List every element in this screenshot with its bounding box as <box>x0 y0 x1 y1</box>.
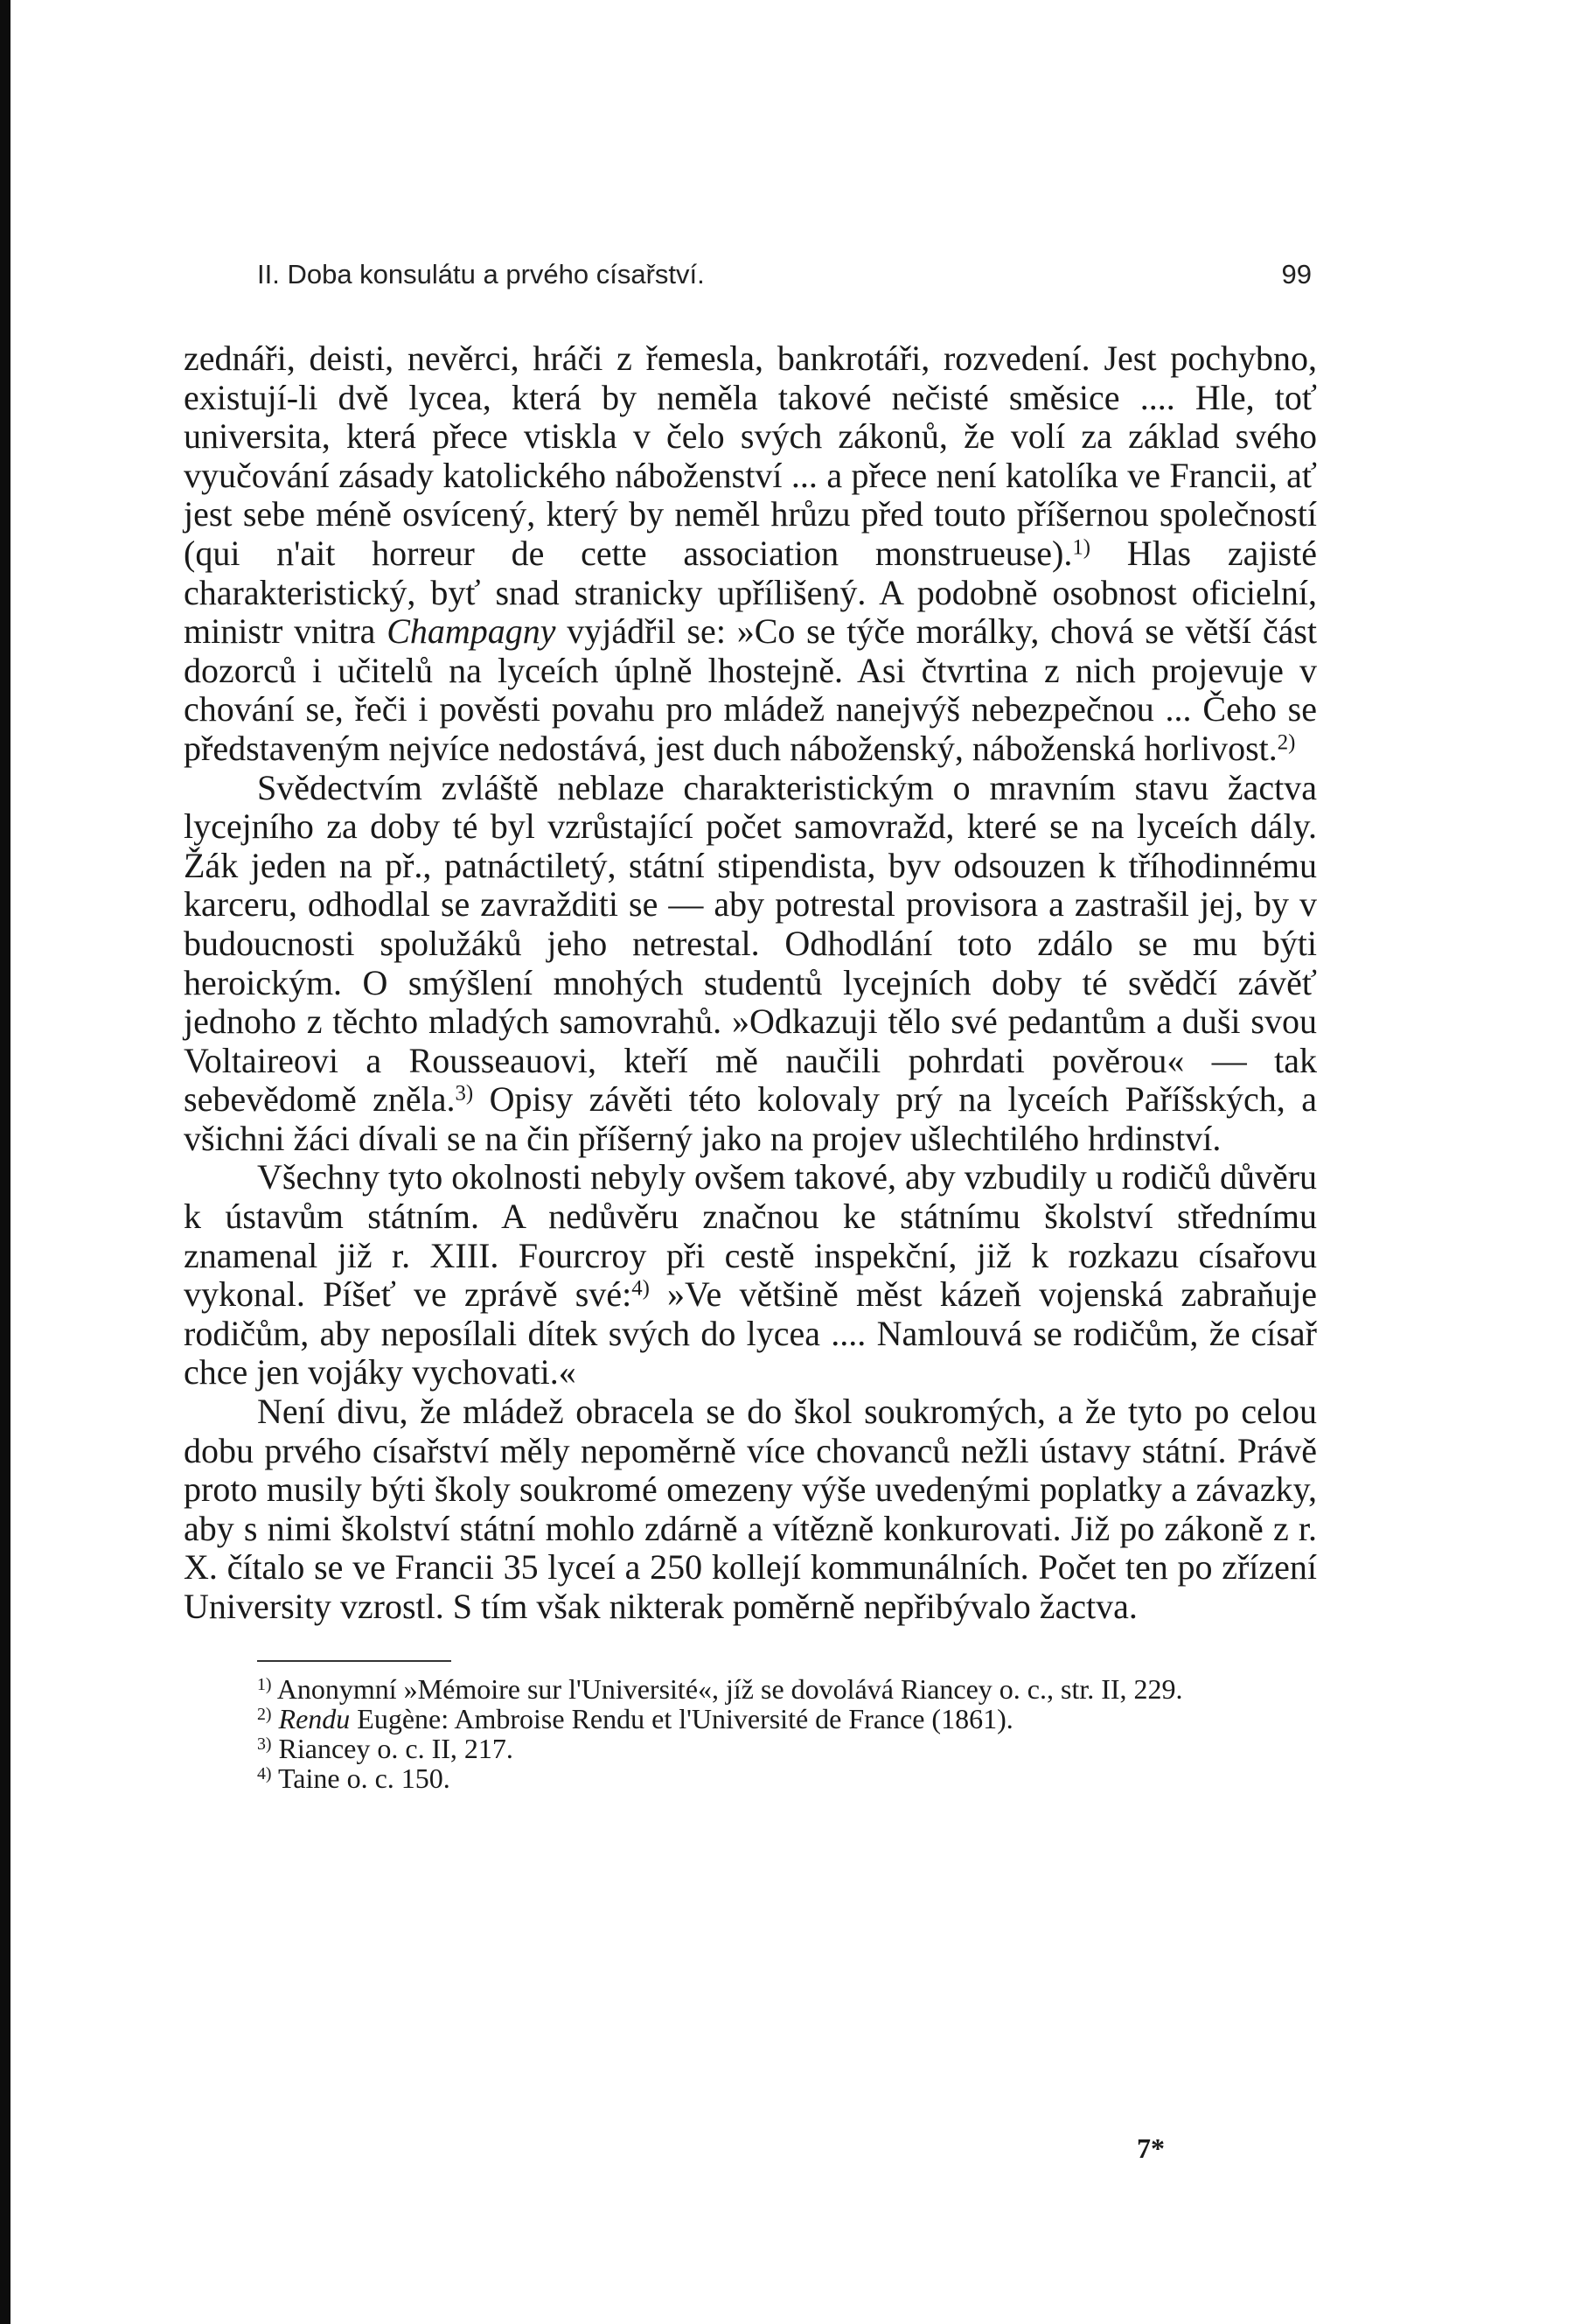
page-number: 99 <box>1281 259 1312 290</box>
paragraph-1 <box>184 339 1317 769</box>
page-edge-shadow <box>0 0 10 2324</box>
text-run: Eugène: Ambroise Rendu et l'Université de France (1861). <box>350 1702 1013 1734</box>
text-run: Není divu, že mládež obracela se do škol soukromých, a že tyto po celou dobu prvého císařství měly nepoměrně více chovanců nežli ústavy státní. Právě proto musily býti školy soukromé omezeny výše uvedenými poplatky a závazky, aby s nimi školství státní mohlo zdárně a vítězně konkurovati. Již po zákoně z r. X. čítalo se ve Francii 35 lyceí a 250 kollejí kommunálních. Počet ten po zřízení University vzrostl. S tím však nikterak poměrně nepřibývalo žactva. <box>184 1392 1317 1626</box>
footnotes <box>184 1674 1317 1793</box>
text-run: Hlas zajisté charakteristický, byť snad stranicky upřílišený. A podobně osobnost oficielní, ministr vnitra <box>184 533 1317 652</box>
footnote-4 <box>184 1763 1317 1793</box>
footnote-ref: 2) <box>257 1704 272 1724</box>
footnote-ref: 4) <box>631 1276 650 1301</box>
footnote-ref: 4) <box>257 1763 272 1783</box>
paragraph-3 <box>184 1158 1317 1392</box>
text-run: vyjádřil se: »Co se týče morálky, chová se větší část dozorců i učitelů na lyceích úplně lhostejně. Asi čtvrtina z nich projevuje v chování se, řeči i pověsti povahu pro mládež nanejvýš nebezpečnou ... Čeho se představeným nejvíce nedostává, jest duch náboženský, náboženská horlivost. <box>184 611 1318 768</box>
footnote-divider <box>257 1660 451 1662</box>
footnote-1 <box>184 1674 1317 1704</box>
footnote-ref: 2) <box>1277 730 1296 755</box>
signature-mark: 7* <box>1137 2132 1165 2164</box>
text-run <box>272 1703 279 1734</box>
footnote-3 <box>184 1734 1317 1763</box>
footnote-ref: 1) <box>257 1674 272 1694</box>
text-run: »Ve většině měst kázeň vojenská zabraňuje rodičům, aby neposílali dítek svých do lycea .... Namlouvá se rodičům, že císař chce jen vojáky vychovati.« <box>184 1274 1318 1392</box>
footnote-ref: 3) <box>257 1734 272 1754</box>
text-run: Svědectvím zvláště neblaze charakteristickým o mravním stavu žactva lycejního za doby té byl vzrůstající počet samovražd, které se na lyceích dály. Žák jeden na př., patnáctiletý, státní stipendista, byv odsouzen k tříhodinnému karceru, odhodlal se zavražditi se — aby potrestal provisora a zastrašil jej, by v budoucnosti spolužáků jeho netrestal. Odhodlání toto zdálo se mu býti heroickým. O smýšlení mnohých studentů lycejních doby té svědčí závěť jednoho z těchto mladých samovrahů. »Odkazuji tělo své pedantům a duši svou Voltaireovi a Rousseauovi, kteří mě naučili pohrdati pověrou« — tak sebevědomě zněla. <box>184 767 1317 1120</box>
footnote-2 <box>184 1704 1317 1734</box>
text-run: Opisy závěti této kolovaly prý na lyceích Paříšských, a všichni žáci dívali se na čin příšerný jako na projev ušlechtilého hrdinství. <box>184 1079 1317 1158</box>
emphasis-text: Rendu <box>278 1702 351 1734</box>
paragraph-2 <box>184 769 1317 1159</box>
text-run: Taine o. c. 150. <box>271 1762 450 1794</box>
footnote-ref: 1) <box>1072 535 1090 560</box>
text-run: zednáři, deisti, nevěrci, hráči z řemesla, bankrotáři, rozvedení. Jest pochybno, existují-li dvě lycea, která by neměla takové nečisté směsice .... Hle, toť universita, která přece vtiskla v čelo svých zákonů, že volí za základ svého vyučování zásady katolického náboženství ... a přece není katolíka ve Francii, ať jest sebe méně osvícený, který by neměl hrůzu před touto příšernou společností (qui n'ait horreur de cette association monstrueuse). <box>184 338 1317 573</box>
text-run: Riancey o. c. II, 217. <box>271 1732 513 1764</box>
running-title: II. Doba konsulátu a prvého císařství. <box>257 259 705 290</box>
text-run: Anonymní »Mémoire sur l'Université«, jíž se dovolává Riancey o. c., str. II, 229. <box>271 1672 1183 1705</box>
footnote-ref: 3) <box>455 1081 474 1106</box>
book-page <box>184 259 1317 1793</box>
body-text <box>184 339 1317 1627</box>
paragraph-4 <box>184 1392 1317 1627</box>
emphasis-text: Champagny <box>387 611 556 652</box>
running-header <box>184 259 1317 303</box>
text-run: Všechny tyto okolnosti nebyly ovšem takové, aby vzbudily u rodičů důvěru k ústavům státním. A nedůvěru značnou ke státnímu školství střednímu znamenal již r. XIII. Fourcroy při cestě inspekční, již k rozkazu císařovu vykonal. Píšeť ve zprávě své: <box>184 1157 1318 1315</box>
